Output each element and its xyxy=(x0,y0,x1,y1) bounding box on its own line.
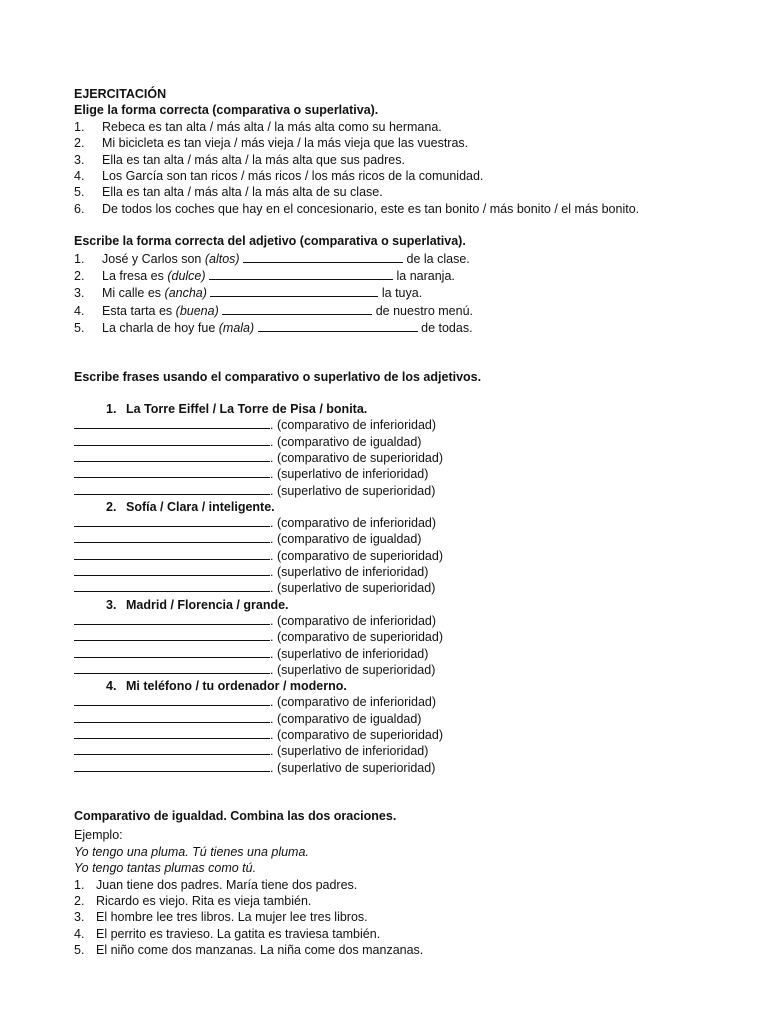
item-number: 5. xyxy=(74,321,85,336)
answer-blank[interactable] xyxy=(74,694,270,706)
answer-blank[interactable] xyxy=(210,284,378,297)
answer-line xyxy=(74,760,734,776)
example-line-2: Yo tengo tantas plumas como tú. xyxy=(74,861,257,876)
prompt-number: 4. xyxy=(106,679,117,694)
answer-line xyxy=(74,434,734,450)
answer-line xyxy=(74,548,734,564)
answer-line xyxy=(74,662,734,678)
answer-line xyxy=(74,580,734,596)
item-text-before: José y Carlos son xyxy=(102,251,205,266)
answer-label: . (comparativo de igualdad) xyxy=(270,532,422,547)
section4-instruction: Comparativo de igualdad. Combina las dos oraciones. xyxy=(74,808,397,823)
answer-blank[interactable] xyxy=(74,711,270,723)
answer-blank[interactable] xyxy=(74,515,270,527)
answer-label: . (comparativo de igualdad) xyxy=(270,711,422,726)
item-number: 1. xyxy=(74,251,85,266)
section3-instruction: Escribe frases usando el comparativo o superlativo de los adjetivos. xyxy=(74,369,482,384)
answer-label: . (superlativo de superioridad) xyxy=(270,483,436,498)
section2-list xyxy=(74,250,734,337)
section1-item xyxy=(74,152,734,168)
item-text: Ricardo es viejo. Rita es vieja también. xyxy=(96,893,312,908)
item-text: Los García son tan ricos / más ricos / los más ricos de la comunidad. xyxy=(102,169,484,184)
item-text: Juan tiene dos padres. María tiene dos padres. xyxy=(96,877,358,892)
adjective-hint: (ancha) xyxy=(164,286,207,301)
item-number: 3. xyxy=(74,152,85,167)
adjective-hint: (dulce) xyxy=(167,269,206,284)
item-number: 4. xyxy=(74,303,85,318)
item-text-before: Mi calle es xyxy=(102,286,165,301)
section4-list xyxy=(74,877,734,959)
answer-label: . (comparativo de superioridad) xyxy=(270,630,443,645)
answer-label: . (superlativo de inferioridad) xyxy=(270,744,429,759)
answer-line xyxy=(74,531,734,547)
item-text-before: Esta tarta es xyxy=(102,303,176,318)
answer-blank[interactable] xyxy=(74,613,270,625)
item-number: 2. xyxy=(74,136,85,151)
answer-blank[interactable] xyxy=(74,434,270,446)
prompt-text: Mi teléfono / tu ordenador / moderno. xyxy=(126,679,347,694)
answer-line xyxy=(74,417,734,433)
answer-label: . (comparativo de inferioridad) xyxy=(270,418,437,433)
answer-blank[interactable] xyxy=(209,267,393,280)
section2-item xyxy=(74,267,734,284)
section4-item xyxy=(74,893,734,909)
example-line-1: Yo tengo una pluma. Tú tienes una pluma. xyxy=(74,844,309,859)
adjective-hint: (buena) xyxy=(175,303,219,318)
item-text-after: de la clase. xyxy=(403,251,470,266)
item-text: El perrito es travieso. La gatita es traviesa también. xyxy=(96,926,381,941)
item-text: El hombre lee tres libros. La mujer lee tres libros. xyxy=(96,910,368,925)
answer-line xyxy=(74,743,734,759)
item-number: 5. xyxy=(74,943,85,958)
exercise-prompt xyxy=(74,499,734,515)
answer-label: . (superlativo de inferioridad) xyxy=(270,646,429,661)
item-text: Ella es tan alta / más alta / la más alta que sus padres. xyxy=(102,152,405,167)
answer-line xyxy=(74,450,734,466)
answer-blank[interactable] xyxy=(74,760,270,772)
answer-label: . (superlativo de inferioridad) xyxy=(270,467,429,482)
section4-item xyxy=(74,942,734,958)
answer-line xyxy=(74,646,734,662)
item-number: 4. xyxy=(74,926,85,941)
answer-blank[interactable] xyxy=(243,250,403,263)
answer-line xyxy=(74,466,734,482)
exercise-prompt xyxy=(74,678,734,694)
answer-line xyxy=(74,727,734,743)
item-number: 6. xyxy=(74,201,85,216)
answer-blank[interactable] xyxy=(74,629,270,641)
answer-line xyxy=(74,515,734,531)
section3-list xyxy=(74,401,734,776)
item-text-before: La charla de hoy fue xyxy=(102,321,219,336)
section1-item xyxy=(74,119,734,135)
section2-item xyxy=(74,319,734,336)
prompt-number: 2. xyxy=(106,499,117,514)
answer-blank[interactable] xyxy=(74,580,270,592)
item-number: 4. xyxy=(74,169,85,184)
item-number: 1. xyxy=(74,119,85,134)
section1-instruction: Elige la forma correcta (comparativa o superlativa). xyxy=(74,103,379,118)
answer-blank[interactable] xyxy=(74,531,270,543)
example-label: Ejemplo: xyxy=(74,828,123,843)
answer-blank[interactable] xyxy=(258,319,418,332)
answer-label: . (comparativo de superioridad) xyxy=(270,450,443,465)
item-text-after: de nuestro menú. xyxy=(372,303,473,318)
answer-line xyxy=(74,564,734,580)
worksheet xyxy=(74,86,734,959)
answer-blank[interactable] xyxy=(74,564,270,576)
answer-blank[interactable] xyxy=(74,450,270,462)
answer-line xyxy=(74,483,734,499)
section2-instruction: Escribe la forma correcta del adjetivo (comparativa o superlativa). xyxy=(74,234,466,249)
item-text-after: de todas. xyxy=(417,321,473,336)
adjective-hint: (mala) xyxy=(218,321,255,336)
answer-blank[interactable] xyxy=(74,646,270,658)
section4-item xyxy=(74,909,734,925)
answer-label: . (superlativo de superioridad) xyxy=(270,581,436,596)
answer-blank[interactable] xyxy=(74,743,270,755)
prompt-number: 1. xyxy=(106,402,117,417)
answer-line xyxy=(74,629,734,645)
item-number: 3. xyxy=(74,910,85,925)
item-text-after: la tuya. xyxy=(378,286,423,301)
answer-line xyxy=(74,694,734,710)
answer-label: . (superlativo de superioridad) xyxy=(270,662,436,677)
answer-line xyxy=(74,613,734,629)
answer-label: . (superlativo de superioridad) xyxy=(270,760,436,775)
answer-line xyxy=(74,711,734,727)
answer-label: . (comparativo de inferioridad) xyxy=(270,695,437,710)
section4-item xyxy=(74,877,734,893)
section4-item xyxy=(74,926,734,942)
answer-label: . (comparativo de inferioridad) xyxy=(270,516,437,531)
prompt-number: 3. xyxy=(106,597,117,612)
answer-label: . (superlativo de inferioridad) xyxy=(270,565,429,580)
item-text: Mi bicicleta es tan vieja / más vieja / la más vieja que las vuestras. xyxy=(102,136,469,151)
section2-item xyxy=(74,250,734,267)
item-number: 2. xyxy=(74,269,85,284)
exercise-prompt xyxy=(74,597,734,613)
item-number: 5. xyxy=(74,185,85,200)
prompt-text: Madrid / Florencia / grande. xyxy=(126,597,289,612)
section1-item xyxy=(74,201,734,217)
answer-label: . (comparativo de inferioridad) xyxy=(270,613,437,628)
section2-item xyxy=(74,284,734,301)
answer-label: . (comparativo de superioridad) xyxy=(270,548,443,563)
answer-blank[interactable] xyxy=(74,417,270,429)
item-number: 1. xyxy=(74,877,85,892)
section1-list xyxy=(74,119,734,217)
section1-item xyxy=(74,184,734,200)
prompt-text: Sofía / Clara / inteligente. xyxy=(126,499,275,514)
answer-blank[interactable] xyxy=(74,548,270,560)
section1-item xyxy=(74,168,734,184)
answer-blank[interactable] xyxy=(74,466,270,478)
answer-label: . (comparativo de igualdad) xyxy=(270,434,422,449)
adjective-hint: (altos) xyxy=(204,251,240,266)
item-text: Rebeca es tan alta / más alta / la más alta como su hermana. xyxy=(102,119,442,134)
section2-item xyxy=(74,302,734,319)
answer-blank[interactable] xyxy=(74,483,270,495)
item-text: Ella es tan alta / más alta / la más alta de su clase. xyxy=(102,185,383,200)
item-text: De todos los coches que hay en el concesionario, este es tan bonito / más bonito / el más bonito. xyxy=(102,201,640,216)
prompt-text: La Torre Eiffel / La Torre de Pisa / bonita. xyxy=(126,402,368,417)
item-text-after: la naranja. xyxy=(393,269,455,284)
answer-label: . (comparativo de superioridad) xyxy=(270,728,443,743)
item-text: El niño come dos manzanas. La niña come dos manzanas. xyxy=(96,943,424,958)
section1-title: EJERCITACIÓN xyxy=(74,87,167,101)
answer-blank[interactable] xyxy=(74,662,270,674)
item-text-before: La fresa es xyxy=(102,269,168,284)
answer-blank[interactable] xyxy=(222,302,372,315)
section1-item xyxy=(74,135,734,151)
item-number: 3. xyxy=(74,286,85,301)
answer-blank[interactable] xyxy=(74,727,270,739)
exercise-prompt xyxy=(74,401,734,417)
item-number: 2. xyxy=(74,893,85,908)
